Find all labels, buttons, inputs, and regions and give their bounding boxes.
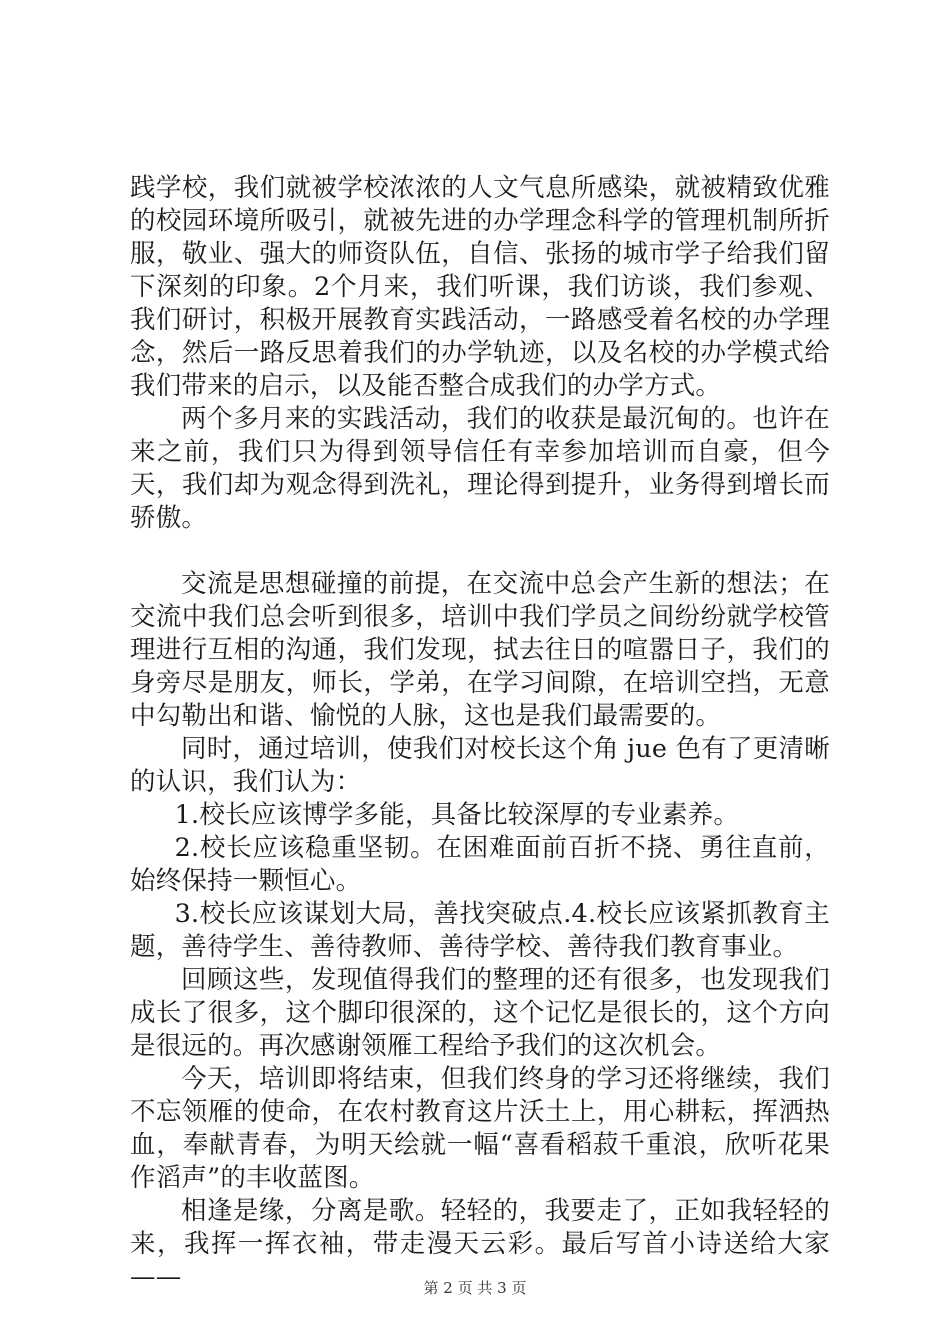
- page-number-footer: 第 2 页 共 3 页: [423, 1279, 527, 1297]
- document-body: [130, 172, 830, 1294]
- paragraph-4: 同时，通过培训，使我们对校长这个角 jue 色有了更清晰的认识，我们认为：: [130, 734, 830, 797]
- paragraph-2: 两个多月来的实践活动，我们的收获是最沉甸的。也许在来之前，我们只为得到领导信任有幸参加培训而自豪，但今天，我们却为观念得到洗礼，理论得到提升，业务得到增长而骄傲。: [130, 404, 830, 533]
- paragraph-7: 相逢是缘，分离是歌。轻轻的，我要走了，正如我轻轻的来，我挥一挥衣袖，带走漫天云彩。最后写首小诗送给大家——: [130, 1196, 830, 1292]
- list-item-3: 3.校长应该谋划大局，善找突破点.4.校长应该紧抓教育主题，善待学生、善待教师、善待学校、善待我们教育事业。: [130, 899, 830, 962]
- list-item-2: 2.校长应该稳重坚韧。在困难面前百折不挠、勇往直前，始终保持一颗恒心。: [130, 833, 830, 896]
- paragraph-1: 践学校，我们就被学校浓浓的人文气息所感染，就被精致优雅的校园环境所吸引，就被先进的办学理念科学的管理机制所折服，敬业、强大的师资队伍，自信、张扬的城市学子给我们留下深刻的印象。2个月来，我们听课，我们访谈，我们参观、我们研讨，积极开展教育实践活动，一路感受着名校的办学理念，然后一路反思着我们的办学轨迹，以及名校的办学模式给我们带来的启示，以及能否整合成我们的办学方式。: [130, 173, 830, 401]
- paragraph-5: 回顾这些，发现值得我们的整理的还有很多，也发现我们成长了很多，这个脚印很深的，这个记忆是很长的，这个方向是很远的。再次感谢领雁工程给予我们的这次机会。: [130, 965, 830, 1061]
- paragraph-6: 今天，培训即将结束，但我们终身的学习还将继续，我们不忘领雁的使命，在农村教育这片沃土上，用心耕耘，挥洒热血，奉献青春，为明天绘就一幅“喜看稻菽千重浪，欣听花果作滔声”的丰收蓝图。: [130, 1064, 830, 1193]
- list-item-1: 1.校长应该博学多能，具备比较深厚的专业素养。: [174, 800, 740, 830]
- paragraph-3: 交流是思想碰撞的前提，在交流中总会产生新的想法；在交流中我们总会听到很多，培训中我们学员之间纷纷就学校管理进行互相的沟通，我们发现，拭去往日的喧嚣日子，我们的身旁尽是朋友，师长，学弟，在学习间隙，在培训空挡，无意中勾勒出和谐、愉悦的人脉，这也是我们最需要的。: [130, 569, 830, 731]
- paragraph-spacer: [130, 535, 830, 568]
